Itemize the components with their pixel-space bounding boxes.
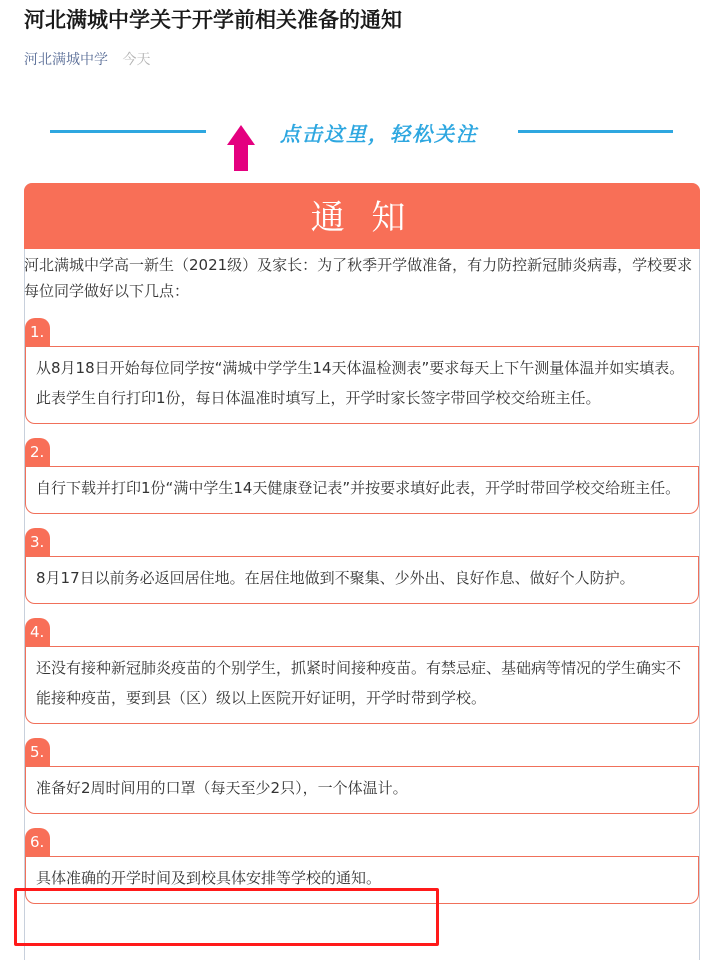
divider-line-left [50,130,206,133]
item-number: 6. [25,828,50,856]
item-text: 自行下载并打印1份“满中学生14天健康登记表”并按要求填好此表，开学时带回学校交给班主任。 [25,466,699,514]
notice-intro: 河北满城中学高一新生（2021级）及家长：为了秋季开学做准备，有力防控新冠肺炎病毒，学校要求每位同学做好以下几点： [24,256,693,300]
item-number: 1. [25,318,50,346]
notice-item-5 [25,738,699,814]
item-text: 8月17日以前务必返回居住地。在居住地做到不聚集、少外出、良好作息、做好个人防护。 [25,556,699,604]
item-number: 5. [25,738,50,766]
publish-date: 今天 [122,52,151,68]
item-number: 2. [25,438,50,466]
notice-item-6 [25,828,699,904]
notice-item-1 [25,318,699,424]
author-link[interactable]: 河北满城中学 [24,52,108,68]
item-text: 具体准确的开学时间及到校具体安排等学校的通知。 [25,856,699,904]
notice-item-3 [25,528,699,604]
item-number: 3. [25,528,50,556]
item-text: 还没有接种新冠肺炎疫苗的个别学生，抓紧时间接种疫苗。有禁忌症、基础病等情况的学生确实不能接种疫苗，要到县（区）级以上医院开好证明，开学时带到学校。 [25,646,699,724]
article-title: 河北满城中学关于开学前相关准备的通知 [24,8,402,32]
article-meta [24,49,150,69]
item-text: 准备好2周时间用的口罩（每天至少2只），一个体温计。 [25,766,699,814]
follow-banner[interactable] [0,115,711,175]
item-number: 4. [25,618,50,646]
up-arrow-icon [227,125,255,171]
follow-text[interactable]: 点击这里，轻松关注 [280,122,478,146]
divider-line-right [518,130,673,133]
notice-item-2 [25,438,699,514]
notice-item-4 [25,618,699,724]
notice-card [24,183,700,960]
notice-header: 通 知 [24,183,700,249]
item-text: 从8月18日开始每位同学按“满城中学学生14天体温检测表”要求每天上下午测量体温并如实填表。此表学生自行打印1份，每日体温准时填写上，开学时家长签字带回学校交给班主任。 [25,346,699,424]
